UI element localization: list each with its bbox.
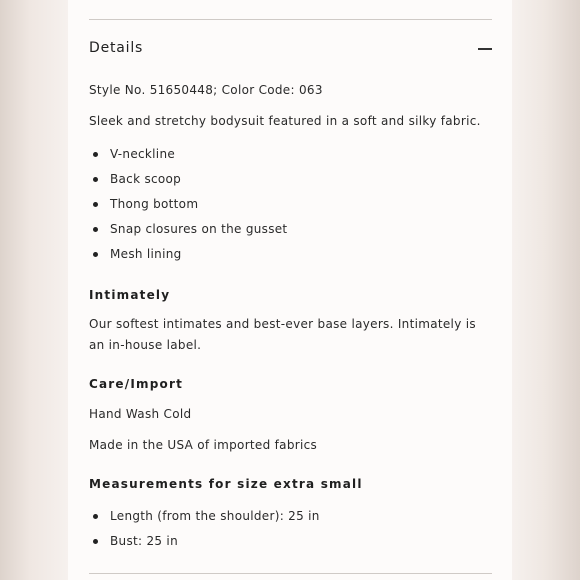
bullet-icon (93, 252, 98, 257)
product-description: Sleek and stretchy bodysuit featured in a soft and silky fabric. (89, 114, 481, 128)
bullet-icon (93, 152, 98, 157)
feature-list (89, 142, 287, 267)
care-heading: Care/Import (89, 377, 184, 391)
list-item: Back scoop (89, 167, 287, 192)
details-heading[interactable]: Details (89, 40, 144, 56)
brand-heading: Intimately (89, 288, 171, 302)
list-item: V-neckline (89, 142, 287, 167)
bottom-divider (89, 573, 492, 574)
bullet-icon (93, 539, 98, 544)
list-item: Length (from the shoulder): 25 in (89, 504, 320, 529)
bullet-icon (93, 177, 98, 182)
list-item: Snap closures on the gusset (89, 217, 287, 242)
origin-text: Made in the USA of imported fabrics (89, 438, 318, 452)
bullet-icon (93, 227, 98, 232)
care-instructions: Hand Wash Cold (89, 407, 192, 421)
measurements-list (89, 504, 320, 554)
list-item: Bust: 25 in (89, 529, 320, 554)
style-number: Style No. 51650448; Color Code: 063 (89, 83, 323, 97)
list-item: Mesh lining (89, 242, 287, 267)
brand-description: Our softest intimates and best-ever base layers. Intimately is an in-house label. (89, 317, 476, 352)
list-item: Thong bottom (89, 192, 287, 217)
top-divider (89, 19, 492, 20)
minus-icon[interactable] (478, 48, 492, 50)
bullet-icon (93, 202, 98, 207)
bullet-icon (93, 514, 98, 519)
measurements-heading: Measurements for size extra small (89, 477, 363, 491)
product-details-panel (68, 0, 512, 580)
